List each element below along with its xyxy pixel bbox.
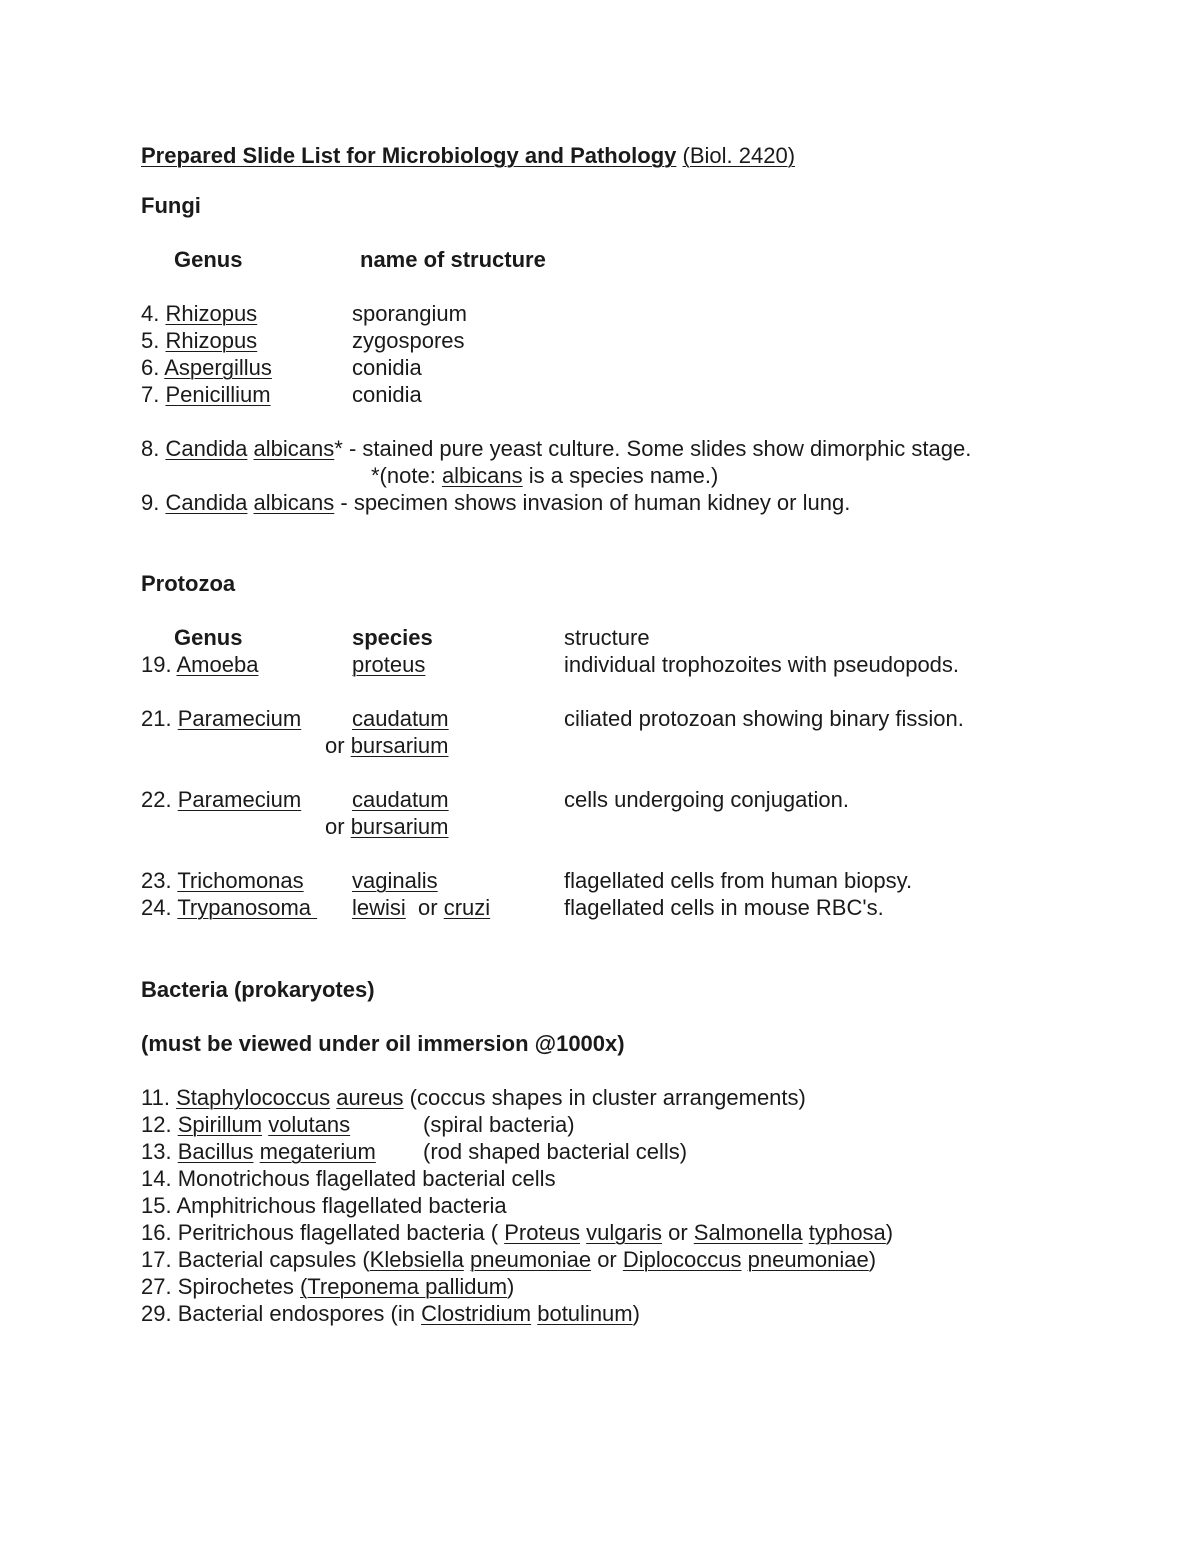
genus: Spirillum <box>177 1112 263 1137</box>
organism-name: (Treponema pallidum <box>299 1274 508 1299</box>
bacteria-heading: Bacteria (prokaryotes) <box>141 977 375 1002</box>
description: * - stained pure yeast culture. Some slides show dimorphic stage. <box>334 436 972 461</box>
species: typhosa <box>808 1220 886 1245</box>
fungi-col-structure: name of structure <box>360 247 546 272</box>
fungi-structure-5: zygospores <box>352 328 465 353</box>
row-number: 9. <box>141 490 166 515</box>
fungi-structure-6: conidia <box>352 355 422 380</box>
fungi-item-8 <box>141 435 971 462</box>
row-number: 5. <box>141 328 166 353</box>
genus: Proteus <box>504 1220 581 1245</box>
genus: Rhizopus <box>165 328 258 353</box>
close-paren: ) <box>507 1274 515 1299</box>
description: (coccus shapes in cluster arrangements) <box>403 1085 806 1110</box>
genus: Aspergillus <box>164 355 272 380</box>
genus: Clostridium <box>421 1301 532 1326</box>
genus: Candida <box>165 436 248 461</box>
genus: Candida <box>165 490 248 515</box>
note-word: albicans <box>441 463 523 488</box>
or-text: or <box>661 1220 694 1245</box>
species: volutans <box>268 1112 351 1137</box>
fungi-row-4 <box>141 300 257 327</box>
genus: Diplococcus <box>622 1247 742 1272</box>
or-text: or <box>591 1247 623 1272</box>
protozoa-row-19 <box>141 651 258 678</box>
fungi-structure-7: conidia <box>352 382 422 407</box>
row-text: 17. Bacterial capsules ( <box>141 1247 370 1272</box>
or-text: or <box>405 895 444 920</box>
genus: Paramecium <box>177 787 302 812</box>
row-number: 12. <box>141 1112 178 1137</box>
species: vulgaris <box>586 1220 662 1245</box>
fungi-col-genus: Genus <box>174 247 243 272</box>
genus: Penicillium <box>165 382 271 407</box>
protozoa-col-species: species <box>352 625 433 650</box>
species: albicans <box>253 490 335 515</box>
protozoa-row-21 <box>141 705 301 732</box>
species-24 <box>352 894 490 921</box>
row-text: 16. Peritrichous flagellated bacteria ( <box>141 1220 505 1245</box>
row-text: 29. Bacterial endospores (in <box>141 1301 422 1326</box>
protozoa-row-24 <box>141 894 317 921</box>
note-pre: *(note: <box>371 463 442 488</box>
alt-species: cruzi <box>443 895 491 920</box>
bacteria-row-14: 14. Monotrichous flagellated bacterial cells <box>141 1166 556 1191</box>
genus: Klebsiella <box>369 1247 464 1272</box>
close-paren: ) <box>885 1220 894 1245</box>
bacteria-row-17 <box>141 1246 876 1273</box>
structure-24: flagellated cells in mouse RBC's. <box>564 895 884 920</box>
bacteria-subheading: (must be viewed under oil immersion @1000x) <box>141 1031 625 1056</box>
alt-species: bursarium <box>350 733 449 758</box>
row-number: 6. <box>141 355 165 380</box>
genus: Bacillus <box>177 1139 254 1164</box>
page-title <box>141 142 795 169</box>
structure-23: flagellated cells from human biopsy. <box>564 868 913 893</box>
genus: Amoeba <box>176 652 259 677</box>
species-23: vaginalis <box>352 868 438 893</box>
structure-22: cells undergoing conjugation. <box>564 787 849 812</box>
row-number: 24. <box>141 895 178 920</box>
fungi-row-7 <box>141 381 271 408</box>
species: botulinum <box>537 1301 633 1326</box>
structure-19: individual trophozoites with pseudopods. <box>564 652 960 677</box>
species: megaterium <box>259 1139 376 1164</box>
or-text: or <box>325 814 351 839</box>
species: aureus <box>336 1085 404 1110</box>
row-number: 21. <box>141 706 178 731</box>
genus: Rhizopus <box>165 301 258 326</box>
genus: Trypanosoma <box>177 895 318 920</box>
course-code: (Biol. 2420) <box>682 143 796 168</box>
note-post: is a species name.) <box>522 463 719 488</box>
fungi-structure-4: sporangium <box>352 301 467 326</box>
bacteria-row-13 <box>141 1138 376 1165</box>
fungi-row-5 <box>141 327 257 354</box>
alt-species-21 <box>325 732 449 759</box>
or-text: or <box>325 733 351 758</box>
row-number: 13. <box>141 1139 178 1164</box>
description-13: (rod shaped bacterial cells) <box>423 1139 688 1164</box>
fungi-row-6 <box>141 354 272 381</box>
protozoa-heading: Protozoa <box>141 571 236 596</box>
row-text: 27. Spirochetes <box>141 1274 300 1299</box>
title-text: Prepared Slide List for Microbiology and Pathology <box>141 143 677 168</box>
species: pneumoniae <box>747 1247 869 1272</box>
bacteria-row-12 <box>141 1111 350 1138</box>
bacteria-row-27 <box>141 1273 514 1300</box>
species: albicans <box>253 436 335 461</box>
genus: Paramecium <box>177 706 302 731</box>
row-number: 8. <box>141 436 166 461</box>
species: pneumoniae <box>469 1247 592 1272</box>
row-number: 22. <box>141 787 178 812</box>
species-22: caudatum <box>352 787 449 812</box>
close-paren: ) <box>868 1247 877 1272</box>
close-paren: ) <box>632 1301 640 1326</box>
structure-21: ciliated protozoan showing binary fission. <box>564 706 964 731</box>
protozoa-row-22 <box>141 786 301 813</box>
species-21: caudatum <box>352 706 449 731</box>
description-12: (spiral bacteria) <box>423 1112 575 1137</box>
species-19: proteus <box>352 652 426 677</box>
alt-species-22 <box>325 813 449 840</box>
protozoa-col-structure: structure <box>564 625 650 650</box>
bacteria-row-29 <box>141 1300 640 1327</box>
fungi-heading: Fungi <box>141 193 201 218</box>
bacteria-row-15: 15. Amphitrichous flagellated bacteria <box>141 1193 507 1218</box>
bacteria-row-16 <box>141 1219 893 1246</box>
row-number: 11. <box>141 1085 177 1110</box>
genus: Salmonella <box>693 1220 803 1245</box>
description: - specimen shows invasion of human kidney or lung. <box>334 490 851 515</box>
genus: Trichomonas <box>177 868 304 893</box>
row-number: 7. <box>141 382 166 407</box>
protozoa-col-genus: Genus <box>174 625 243 650</box>
fungi-note <box>371 462 718 489</box>
protozoa-row-23 <box>141 867 304 894</box>
alt-species: bursarium <box>350 814 449 839</box>
fungi-item-9 <box>141 489 850 516</box>
species: lewisi <box>352 895 406 920</box>
row-number: 23. <box>141 868 178 893</box>
bacteria-row-11 <box>141 1084 806 1111</box>
row-number: 4. <box>141 301 166 326</box>
genus: Staphylococcus <box>176 1085 331 1110</box>
row-number: 19. <box>141 652 177 677</box>
